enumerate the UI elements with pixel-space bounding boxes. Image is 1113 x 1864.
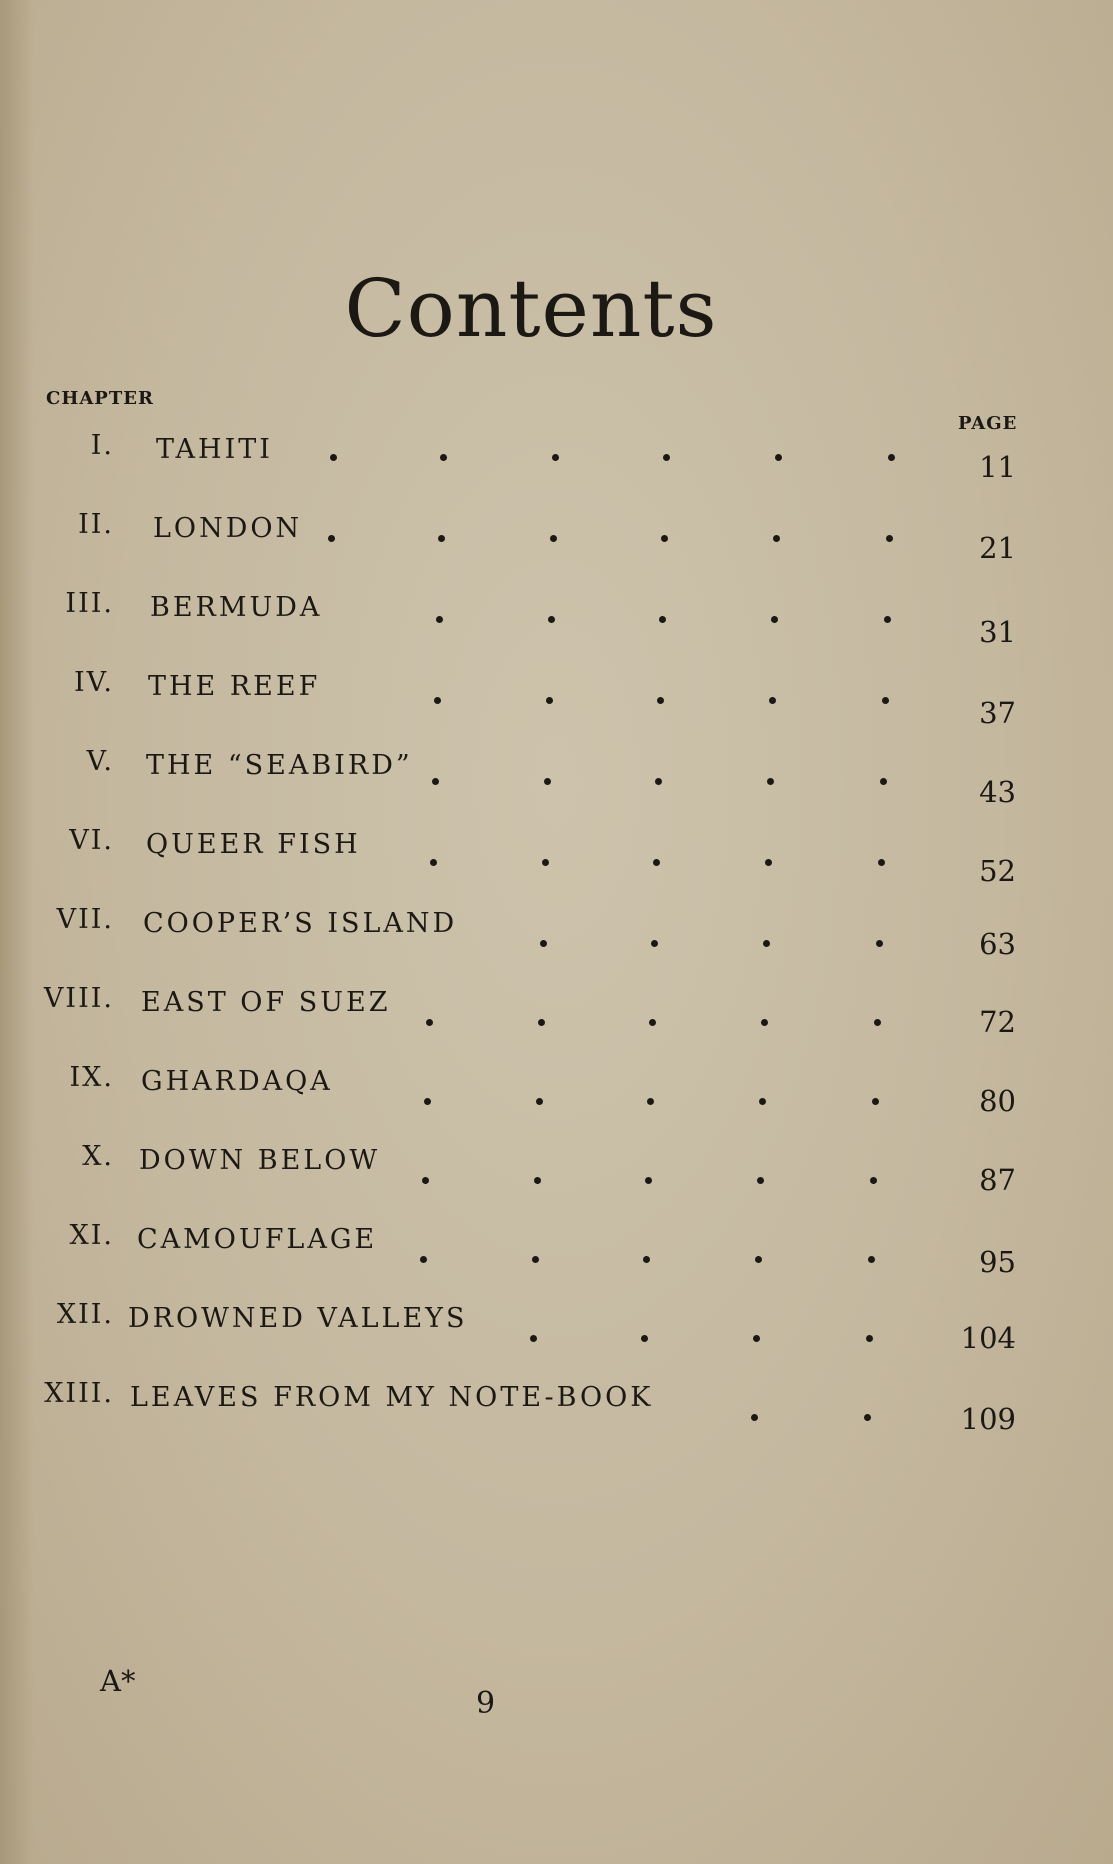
leader-dot [647,1098,654,1105]
leader-dot [864,1414,871,1421]
leader-dot [538,1019,545,1026]
chapter-page: 72 [979,1005,1016,1039]
leader-dot [424,1098,431,1105]
contents-row [0,746,1062,816]
chapter-number: V. [86,746,114,777]
leader-dot [540,940,547,947]
leader-dot [550,535,557,542]
leader-dot [753,1335,760,1342]
leader-dot [645,1177,652,1184]
leader-dot [759,1098,766,1105]
chapter-page: 95 [979,1245,1016,1279]
leader-dot [544,778,551,785]
leader-dot [530,1335,537,1342]
chapter-page: 104 [960,1321,1016,1355]
leader-dot [422,1177,429,1184]
leader-dot [436,616,443,623]
leader-dot [763,940,770,947]
chapter-title: THE REEF [148,671,321,702]
chapter-page: 37 [979,696,1016,730]
chapter-page: 43 [979,775,1016,809]
leader-dot [771,616,778,623]
chapter-page: 31 [979,615,1016,649]
chapter-title: CAMOUFLAGE [137,1224,378,1255]
leader-dot [532,1256,539,1263]
chapter-title: LONDON [153,513,303,544]
page-number: 9 [476,1686,496,1721]
leader-dot [534,1177,541,1184]
leader-dot [880,778,887,785]
chapter-title: COOPER’S ISLAND [143,908,458,939]
leader-dot [426,1019,433,1026]
leader-dot [657,697,664,704]
leader-dot [755,1256,762,1263]
chapter-title: LEAVES FROM MY NOTE-BOOK [130,1382,654,1413]
leader-dot [438,535,445,542]
chapter-number: IV. [73,667,114,698]
leader-dot [542,859,549,866]
leader-dot [649,1019,656,1026]
leader-dot [870,1177,877,1184]
contents-row [0,983,1062,1053]
leader-dot [651,940,658,947]
leader-dot [775,454,782,461]
contents-row [0,509,1062,579]
leader-dot [773,535,780,542]
leader-dot [548,616,555,623]
chapter-number: VII. [56,904,114,935]
leader-dot [757,1177,764,1184]
leader-dot [866,1335,873,1342]
chapter-number: I. [90,430,114,461]
chapter-page: 52 [979,854,1016,888]
chapter-number: XI. [69,1220,114,1251]
leader-dot [330,454,337,461]
chapter-number: VI. [69,825,114,856]
chapter-page: 21 [979,531,1016,565]
leader-dot [661,535,668,542]
leader-dot [868,1256,875,1263]
leader-dot [659,616,666,623]
chapter-title: DROWNED VALLEYS [128,1303,468,1334]
chapter-title: DOWN BELOW [139,1145,381,1176]
chapter-number: II. [78,509,114,540]
contents-row [0,904,1062,974]
leader-dot [328,535,335,542]
leader-dot [751,1414,758,1421]
signature-mark: A* [100,1664,136,1698]
chapter-title: EAST OF SUEZ [141,987,391,1018]
chapter-title: TAHITI [156,434,273,465]
contents-row [0,1220,1062,1290]
chapter-number: X. [82,1141,114,1172]
leader-dot [876,940,883,947]
contents-row [0,1378,1062,1448]
chapter-title: GHARDAQA [141,1066,333,1097]
leader-dot [874,1019,881,1026]
chapter-page: 109 [960,1402,1016,1436]
chapter-title: BERMUDA [150,592,323,623]
leader-dot [886,535,893,542]
leader-dot [536,1098,543,1105]
leader-dot [546,697,553,704]
leader-dot [655,778,662,785]
contents-row [0,430,1062,500]
page-title: Contents [344,262,718,355]
leader-dot [432,778,439,785]
leader-dot [878,859,885,866]
leader-dot [872,1098,879,1105]
leader-dot [884,616,891,623]
leader-dot [888,454,895,461]
chapter-page: 87 [979,1163,1016,1197]
leader-dot [769,697,776,704]
contents-row [0,1141,1062,1211]
leader-dot [552,454,559,461]
chapter-number: VIII. [43,983,114,1014]
chapter-page: 80 [979,1084,1016,1118]
chapter-number: IX. [69,1062,114,1093]
chapter-page: 11 [979,450,1016,484]
chapter-page: 63 [979,927,1016,961]
contents-row [0,588,1062,658]
leader-dot [767,778,774,785]
chapter-number: III. [65,588,114,619]
chapter-title: THE “SEABIRD” [146,750,413,781]
contents-row [0,667,1062,737]
chapter-title: QUEER FISH [146,829,361,860]
contents-row [0,1299,1062,1369]
leader-dot [761,1019,768,1026]
contents-row [0,825,1062,895]
page-column-label: PAGE [958,413,1018,434]
leader-dot [663,454,670,461]
leader-dot [430,859,437,866]
leader-dot [653,859,660,866]
chapter-column-label: CHAPTER [46,388,154,409]
contents-row [0,1062,1062,1132]
chapter-number: XII. [56,1299,114,1330]
chapter-number: XIII. [44,1378,114,1409]
leader-dot [440,454,447,461]
leader-dot [882,697,889,704]
leader-dot [434,697,441,704]
leader-dot [420,1256,427,1263]
leader-dot [643,1256,650,1263]
leader-dot [765,859,772,866]
leader-dot [641,1335,648,1342]
